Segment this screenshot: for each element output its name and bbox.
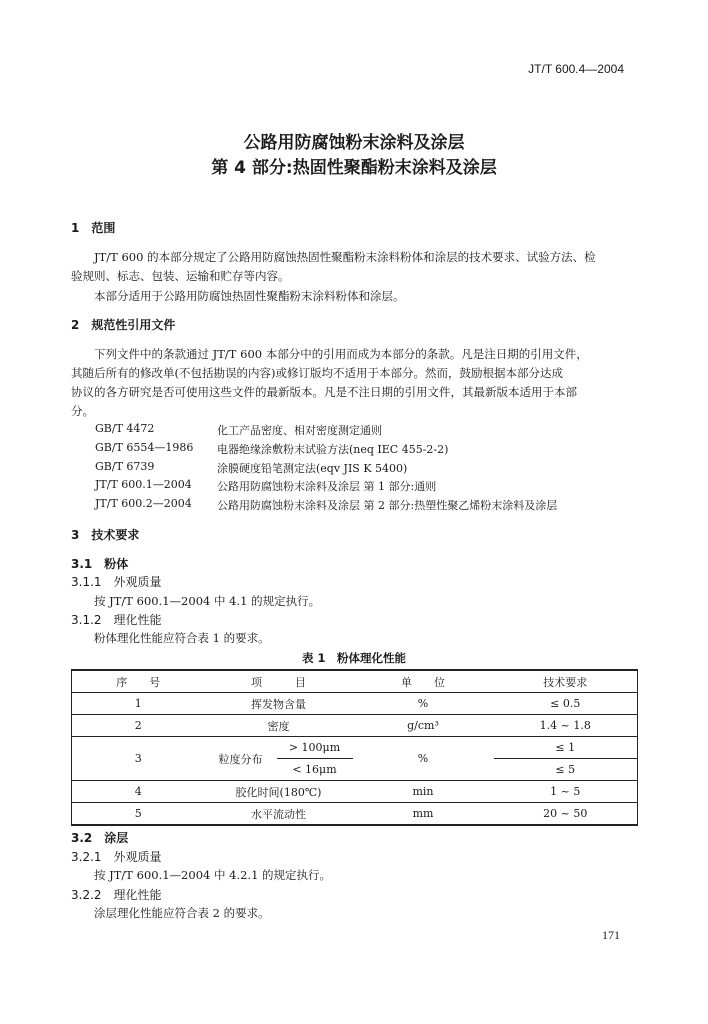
- table-cell: 1.4 ~ 1.8: [494, 715, 638, 737]
- section-2-paragraph-line: 协议的各方研究是否可使用这些文件的最新版本。凡是不注日期的引用文件，其最新版本适用于本部: [71, 385, 577, 399]
- table-1: [71, 669, 638, 826]
- section-3-2-heading: 3.2 涂层: [71, 831, 129, 845]
- table-cell: ≤ 0.5: [494, 693, 638, 715]
- section-1-paragraph-line: 验规则、标志、包装、运输和贮存等内容。: [71, 269, 290, 283]
- section-3-1-1-heading: 3.1.1 外观质量: [71, 575, 162, 589]
- section-3-2-2-paragraph: 涂层理化性能应符合表 2 的要求。: [94, 906, 270, 920]
- table-cell: 密度: [205, 715, 353, 737]
- reference-title: 涂膜硬度铅笔测定法(eqv JIS K 5400): [217, 462, 408, 475]
- table-header-cell: 单 位: [353, 670, 494, 693]
- table-cell: %: [353, 737, 494, 781]
- table-row: [72, 803, 638, 826]
- table-cell: ≤ 1: [494, 737, 638, 759]
- reference-title: 公路用防腐蚀粉末涂料及涂层 第 1 部分:通则: [217, 480, 437, 493]
- table-cell: 水平流动性: [205, 803, 353, 826]
- document-title: 公路用防腐蚀粉末涂料及涂层: [243, 133, 465, 153]
- table-header-row: [72, 670, 638, 693]
- table-cell: 3: [72, 737, 205, 781]
- table-cell: 20 ~ 50: [494, 803, 638, 826]
- table-row: [72, 781, 638, 803]
- section-3-heading: 3 技术要求: [71, 528, 140, 542]
- table-cell: > 100μm: [277, 737, 353, 759]
- section-3-2-1-paragraph: 按 JT/T 600.1—2004 中 4.2.1 的规定执行。: [94, 868, 332, 882]
- table-cell: 5: [72, 803, 205, 826]
- table-row: [72, 693, 638, 715]
- table-header-cell: 项 目: [205, 670, 353, 693]
- reference-title: 化工产品密度、相对密度测定通则: [217, 424, 382, 437]
- document-subtitle: 第 4 部分:热固性聚酯粉末涂料及涂层: [211, 158, 497, 178]
- section-2-paragraph-line: 分。: [71, 404, 94, 418]
- section-3-1-heading: 3.1 粉体: [71, 557, 129, 571]
- table-cell: 1 ~ 5: [494, 781, 638, 803]
- section-1-paragraph: 本部分适用于公路用防腐蚀热固性聚酯粉末涂料粉体和涂层。: [94, 289, 405, 303]
- table-row: [72, 715, 638, 737]
- reference-title: 电器绝缘涂敷粉末试验方法(neq IEC 455-2-2): [217, 443, 449, 456]
- table-cell: < 16μm: [277, 759, 353, 781]
- table-cell: %: [353, 693, 494, 715]
- table-cell: min: [353, 781, 494, 803]
- table-row: [72, 737, 638, 759]
- section-3-1-2-paragraph: 粉体理化性能应符合表 1 的要求。: [94, 631, 270, 645]
- page-number: 171: [602, 928, 620, 942]
- section-2-paragraph-line: 其随后所有的修改单(不包括勘误的内容)或修订版均不适用于本部分。然而，鼓励根据本部分达成: [71, 366, 563, 380]
- table-cell: 2: [72, 715, 205, 737]
- section-2-heading: 2 规范性引用文件: [71, 318, 176, 332]
- table-cell: 4: [72, 781, 205, 803]
- standard-number: JT/T 600.4—2004: [528, 62, 624, 76]
- table-cell: 1: [72, 693, 205, 715]
- table-cell: 粒度分布: [205, 737, 277, 781]
- section-1-paragraph-line: JT/T 600 的本部分规定了公路用防腐蚀热固性聚酯粉末涂料粉体和涂层的技术要求、试验方法、检: [94, 250, 596, 264]
- reference-code: JT/T 600.1—2004: [95, 478, 192, 491]
- section-3-2-1-heading: 3.2.1 外观质量: [71, 850, 162, 864]
- section-3-2-2-heading: 3.2.2 理化性能: [71, 888, 162, 902]
- reference-title: 公路用防腐蚀粉末涂料及涂层 第 2 部分:热塑性聚乙烯粉末涂料及涂层: [217, 499, 558, 512]
- reference-code: JT/T 600.2—2004: [95, 497, 192, 510]
- table-cell: 挥发物含量: [205, 693, 353, 715]
- table-cell: mm: [353, 803, 494, 826]
- reference-code: GB/T 6554—1986: [95, 441, 194, 454]
- section-1-heading: 1 范围: [71, 221, 116, 235]
- table-cell: 胶化时间(180℃): [205, 781, 353, 803]
- section-2-paragraph-line: 下列文件中的条款通过 JT/T 600 本部分中的引用而成为本部分的条款。凡是注日期的引用文件，: [94, 347, 588, 361]
- table-1-caption: 表 1 粉体理化性能: [301, 651, 406, 665]
- reference-code: GB/T 4472: [95, 422, 155, 435]
- reference-code: GB/T 6739: [95, 460, 155, 473]
- table-header-cell: 序 号: [72, 670, 205, 693]
- section-3-1-2-heading: 3.1.2 理化性能: [71, 613, 162, 627]
- table-cell: ≤ 5: [494, 759, 638, 781]
- table-cell: g/cm³: [353, 715, 494, 737]
- section-3-1-1-paragraph: 按 JT/T 600.1—2004 中 4.1 的规定执行。: [94, 594, 321, 608]
- table-header-cell: 技术要求: [494, 670, 638, 693]
